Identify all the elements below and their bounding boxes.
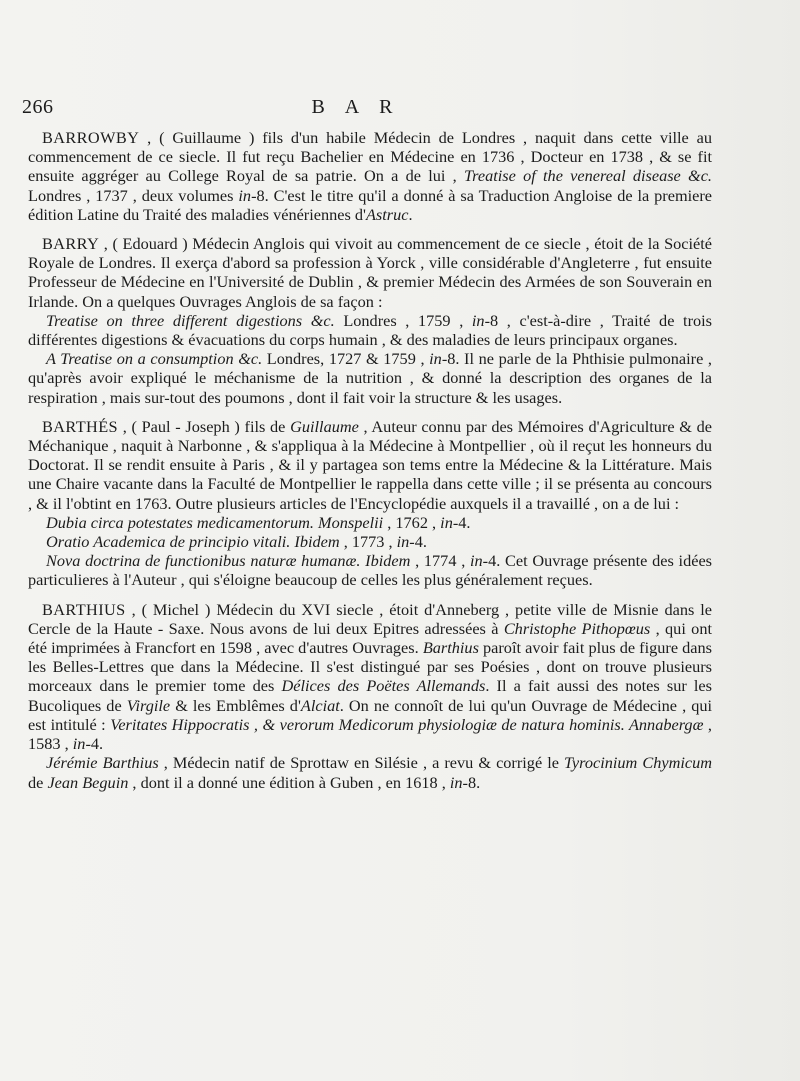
italic-text: Jean Beguin [47,772,129,792]
text-run: Londres , 1759 , [334,310,472,330]
text-run: -8 , c'est-à-dire , Traité de trois différentes digestions & évacuations du corps humain , & des maladies de leurs principaux organes. [28,310,712,350]
italic-text: Astruc [365,204,409,224]
text-run: , 1773 , [339,532,397,552]
italic-text: in [238,185,252,205]
entry-barry [28,234,712,407]
text-run: -8. Il ne parle de la Phthisie pulmonaire , qu'après avoir expliqué le méchanisme de la nutrition , & donné la description des organes de la respiration , mais sur-tout des poumons , dont il fait voir la structure & les usages. [28,349,712,407]
text-run: , ( Edouard ) Médecin Anglois qui vivoit au commencement de ce siecle , étoit de la Société Royale de Londres. Il exerça d'abord sa profession à Yorck , ville considérable d'Angleterre , fut ensuite Professeur de Médecine en l'Université de Dublin , & premier Médecin des Armées de son Souverain en Irlande. On a quelques Ouvrages Anglois de sa façon : [28,234,712,311]
italic-text: in [396,532,410,552]
text-run: -4. [452,512,471,532]
text-run: -4. [85,734,104,754]
text-run: Londres, 1727 & 1759 , [262,349,430,369]
page-number: 266 [22,96,54,118]
italic-text: Délices des Poëtes Allemands [281,676,486,696]
italic-text: Barthius [422,638,479,658]
entry-text [28,234,712,311]
text-run: -8. [462,772,481,792]
italic-text: in [470,551,483,571]
text-run: de [28,772,48,792]
italic-text: Christophe Pithopœus [503,618,651,638]
text-run: , 1583 , [28,714,712,754]
italic-text: Jérémie Barthius [46,753,159,773]
italic-text: Dubia circa potestates medicamentorum. Monspelii [46,512,384,532]
text-run: , Médecin natif de Sprottaw en Silésie , a revu & corrigé le [158,753,565,773]
text-run: , 1762 , [383,512,441,532]
work-citation [28,513,712,532]
work-citation [28,349,712,407]
italic-text: Virgile [126,695,171,715]
text-run: . Il a fait aussi des notes sur les Bucoliques de [28,676,712,715]
entry-headword: BARTHIUS [42,599,126,619]
entry-headword: BARRY [42,234,100,254]
italic-text: Alciat [300,695,340,715]
text-run: , ( Guillaume ) fils d'un habile Médecin de Londres , naquit dans cette ville au commencement de ce siecle. Il fut reçu Bachelier en Médecine en 1736 , Docteur en 1738 , & se fit ensuite aggréger au College Royal de sa patrie. On a de lui , [28,128,712,186]
italic-text: A Treatise on a consumption &c. [46,349,263,369]
text-run: Londres , 1737 , deux volumes [28,185,239,205]
text-run: -4. Cet Ouvrage présente des idées particulieres à l'Auteur , qui s'éloigne beaucoup de celles les plus généralement reçues. [28,551,713,590]
entry-text [28,128,712,224]
text-run: , ( Paul - Joseph ) fils de [118,416,291,436]
page-header [0,96,800,124]
entry-text [28,417,712,513]
page-body [28,128,712,802]
entry-headword: BARROWBY [42,128,140,147]
text-run: . On ne connoît de lui qu'un Ouvrage de Médecine , qui est intitulé : [28,695,713,734]
italic-text: in [429,349,442,369]
entry-text [28,600,712,754]
work-citation [28,532,712,551]
text-run: & les Emblêmes d' [170,695,301,715]
italic-text: Treatise on three different digestions &c. [46,310,335,330]
italic-text: in [449,772,463,792]
entry-headword: BARTHÉS [42,416,119,436]
running-head: B A R [311,96,401,118]
entry-barrowby [28,128,712,224]
italic-text: in [471,310,485,330]
work-citation [28,311,712,349]
entry-barths [28,417,712,590]
text-run: , Auteur connu par des Mémoires d'Agriculture & de Méchanique , naquit à Narbonne , & s'appliqua à la Médecine à Montpellier , où il reçut les honneurs du Doctorat. Il se rendit ensuite à Paris , & il y partagea son tems entre la Médecine & la Littérature. Mais une Chaire vacante dans la Faculté de Montpellier le rappella dans cette ville ; il se présenta au concours , & il l'obtint en 1763. Outre plusieurs articles de l'Encyclopédie auxquels il a travaillé , on a de lui : [28,416,712,513]
italic-text: Guillaume [290,416,359,436]
work-citation [28,753,712,791]
entry-barthius [28,600,712,792]
work-citation [28,551,712,589]
text-run: paroît avoir fait plus de figure dans les Belles-Lettres que dans la Médecine. Il s'est distingué par ses Poésies , dont on trouve plusieurs morceaux dans le premier tome des [28,638,712,696]
text-run: , dont il a donné une édition à Guben , en 1618 , [128,772,450,792]
italic-text: Nova doctrina de functionibus naturæ humanæ. Ibidem [46,551,411,571]
text-run: -8. C'est le titre qu'il a donné à sa Traduction Angloise de la premiere édition Latine du Traité des maladies vénériennes d' [28,185,713,224]
text-run: . [408,204,413,224]
italic-text: in [440,512,453,532]
italic-text: in [72,734,86,754]
text-run: , qui ont été imprimées à Francfort en 1598 , avec d'autres Ouvrages. [28,618,712,658]
italic-text: Treatise of the venereal disease &c. [464,166,712,186]
italic-text: Veritates Hippocratis , & verorum Medicorum physiologiæ de natura hominis. Annabergæ [110,714,704,734]
italic-text: Oratio Academica de principio vitali. Ibidem [46,532,340,552]
text-run: , ( Michel ) Médecin du XVI siecle , étoit d'Anneberg , petite ville de Misnie dans le Cercle de la Haute - Saxe. Nous avons de lui deux Epitres adressées à [28,599,712,638]
text-run: , 1774 , [410,551,470,571]
italic-text: Tyrocinium Chymicum [564,753,712,773]
text-run: -4. [409,532,427,552]
